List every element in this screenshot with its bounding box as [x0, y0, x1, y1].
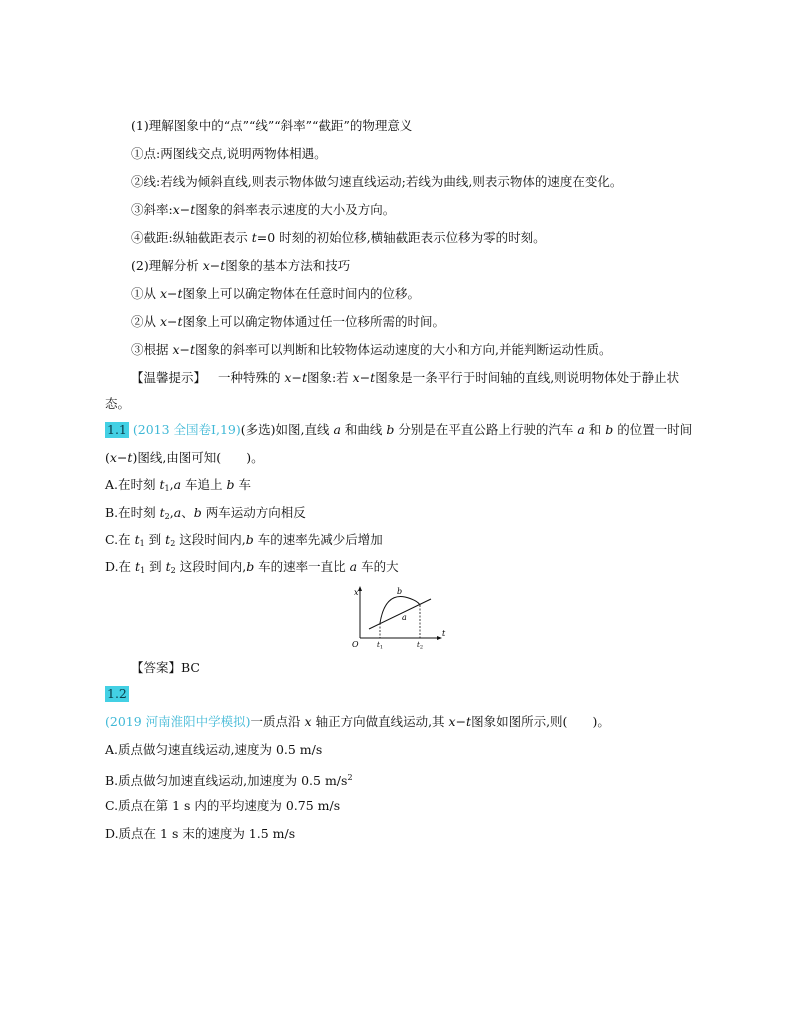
- question-1-1-stem-cont: (x−t)图线,由图可知( )。: [105, 450, 264, 465]
- option-a: A.质点做匀速直线运动,速度为 0.5 m/s: [105, 742, 323, 757]
- y-axis-arrow: [358, 586, 362, 591]
- curve-b-label: b: [397, 587, 403, 596]
- line-a-label: a: [402, 613, 407, 622]
- question-1-1-stem: 1.1 (2013 全国卷Ⅰ,19)(多选)如图,直线 a 和曲线 b 分别是在平直公路上行驶的汽车 a 和 b 的位置一时间: [107, 422, 693, 437]
- line-a: [369, 599, 431, 629]
- question-tag: 1.2: [107, 686, 127, 701]
- slope-paragraph: ③斜率:x−t图象的斜率表示速度的大小及方向。: [131, 202, 396, 217]
- question-1-2-tag-line: [105, 686, 129, 702]
- question-1-2-stem: (2019 河南淮阳中学模拟)一质点沿 x 轴正方向做直线运动,其 x−t图象如图所示,则( )。: [105, 714, 610, 729]
- line-paragraph: ②线:若线为倾斜直线,则表示物体做匀速直线运动;若线为曲线,则表示物体的速度在变化。: [131, 174, 623, 189]
- option-a: A.在时刻 $t_1,a$ 车追上 b 车: [105, 477, 251, 493]
- tip-paragraph: 【温馨提示】 一种特殊的 x−t图象:若 x−t图象是一条平行于时间轴的直线,则说明物体处于静止状: [131, 370, 680, 385]
- option-d: D.质点在 1 s 末的速度为 1.5 m/s: [105, 826, 296, 841]
- intercept-paragraph: ④截距:纵轴截距表示 t=0 时刻的初始位移,横轴截距表示位移为零的时刻。: [131, 230, 546, 245]
- x-axis-label: t: [442, 629, 446, 638]
- xt-graph-figure: [345, 583, 450, 653]
- method-2: ②从 x−t图象上可以确定物体通过任一位移所需的时间。: [131, 314, 446, 329]
- option-c: C.质点在第 1 s 内的平均速度为 0.75 m/s: [105, 798, 341, 813]
- method-3: ③根据 x−t图象的斜率可以判断和比较物体运动速度的大小和方向,并能判断运动性质。: [131, 342, 612, 357]
- option-b: B.在时刻 $t_2,a$、b 两车运动方向相反: [105, 505, 306, 521]
- answer-text: 【答案】BC: [131, 660, 200, 675]
- point-paragraph: ①点:两图线交点,说明两物体相遇。: [131, 146, 327, 161]
- option-b: B.质点做匀加速直线运动,加速度为 0.5 $m/s^2$: [105, 773, 353, 788]
- section2-heading: (2)理解分析 x−t图象的基本方法和技巧: [131, 258, 351, 273]
- y-axis-label: x: [354, 588, 359, 597]
- question-tag: 1.1: [107, 422, 127, 437]
- curve-b: [380, 597, 420, 623]
- origin-label: O: [352, 640, 359, 649]
- tip-continuation: 态。: [105, 396, 131, 411]
- question-source: (2013 全国卷Ⅰ,19): [132, 422, 241, 437]
- section1-heading: (1)理解图象中的“点”“线”“斜率”“截距”的物理意义: [131, 118, 413, 133]
- method-1: ①从 x−t图象上可以确定物体在任意时间内的位移。: [131, 286, 421, 301]
- t2-label: $t_2$: [417, 641, 424, 651]
- t1-label: $t_1$: [377, 641, 384, 651]
- option-d: D.在 $t_1$ 到 $t_2$ 这段时间内,b 车的速率一直比 a 车的大: [105, 559, 399, 575]
- option-c: C.在 $t_1$ 到 $t_2$ 这段时间内,b 车的速率先减少后增加: [105, 532, 383, 548]
- question-source: (2019 河南淮阳中学模拟): [105, 714, 251, 729]
